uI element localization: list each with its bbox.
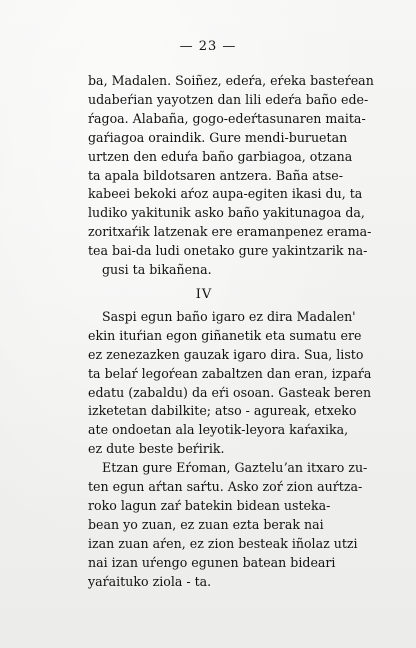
text-line: roko lagun zaŕ batekin bidean usteka- xyxy=(88,497,331,513)
text-line: ŕagoa. Alabaña, gogo-edeŕtasunaren maita- xyxy=(88,110,366,126)
section-heading: IV xyxy=(195,286,213,302)
text-line: kabeei bekoki aŕoz aupa-egiten ikasi du, ta xyxy=(88,186,363,202)
text-line: Etzan gure Eŕoman, Gazteluʼan itxaro zu- xyxy=(102,460,368,476)
page-number: — 23 — xyxy=(179,39,237,54)
paragraph-3 xyxy=(88,459,368,591)
text-line: tea bai-da ludi onetako gure yakintzarik na- xyxy=(88,243,368,259)
text-line: ta belaŕ legoŕean zabaltzen dan eran, izpaŕa xyxy=(88,365,372,381)
text-line: ez zenezazken gauzak igaro dira. Sua, listo xyxy=(88,346,364,362)
text-line: ba, Madalen. Soiñez, edeŕa, eŕeka basteŕean xyxy=(88,73,374,88)
text-line: gaŕiagoa oraindik. Gure mendi-buruetan xyxy=(88,129,348,145)
text-line: yaŕaituko ziola - ta. xyxy=(88,573,212,589)
body-text xyxy=(88,72,374,591)
paragraph-2 xyxy=(88,308,372,459)
text-line: ate ondoetan ala leyotik-leyora kaŕaxika, xyxy=(88,422,349,438)
text-line: gusi ta bikañena. xyxy=(102,262,212,278)
text-line: zoritxaŕik latzenak ere eramanpenez erama- xyxy=(88,224,372,240)
text-line: bean yo zuan, ez zuan ezta berak nai xyxy=(88,516,324,532)
text-line: ekin ituŕian egon giñanetik eta sumatu ere xyxy=(88,327,362,343)
text-line: ez dute beste beŕirik. xyxy=(88,441,225,457)
text-line: ten egun aŕtan saŕtu. Asko zoŕ zion auŕtza- xyxy=(88,479,363,495)
text-line: ludiko yakitunik asko baño yakitunagoa da, xyxy=(88,205,365,221)
text-line: udabeŕian yayotzen dan lili edeŕa baño ede- xyxy=(88,91,369,107)
text-line: nai izan uŕengo egunen batean bideari xyxy=(88,554,336,570)
text-line: izketetan dabilkite; atso - agureak, etxeko xyxy=(88,403,357,419)
text-line: edatu (zabaldu) da eŕi osoan. Gasteak beren xyxy=(88,384,372,400)
text-line: izan zuan aŕen, ez zion besteak iñolaz utzi xyxy=(88,535,358,551)
text-line: urtzen den eduŕa baño garbiagoa, otzana xyxy=(88,148,353,164)
text-line: ta apala bildotsaren antzera. Baña atse- xyxy=(88,167,343,183)
paragraph-1 xyxy=(88,72,374,280)
text-line: Saspi egun baño igaro ez dira Madalen' xyxy=(102,308,356,324)
